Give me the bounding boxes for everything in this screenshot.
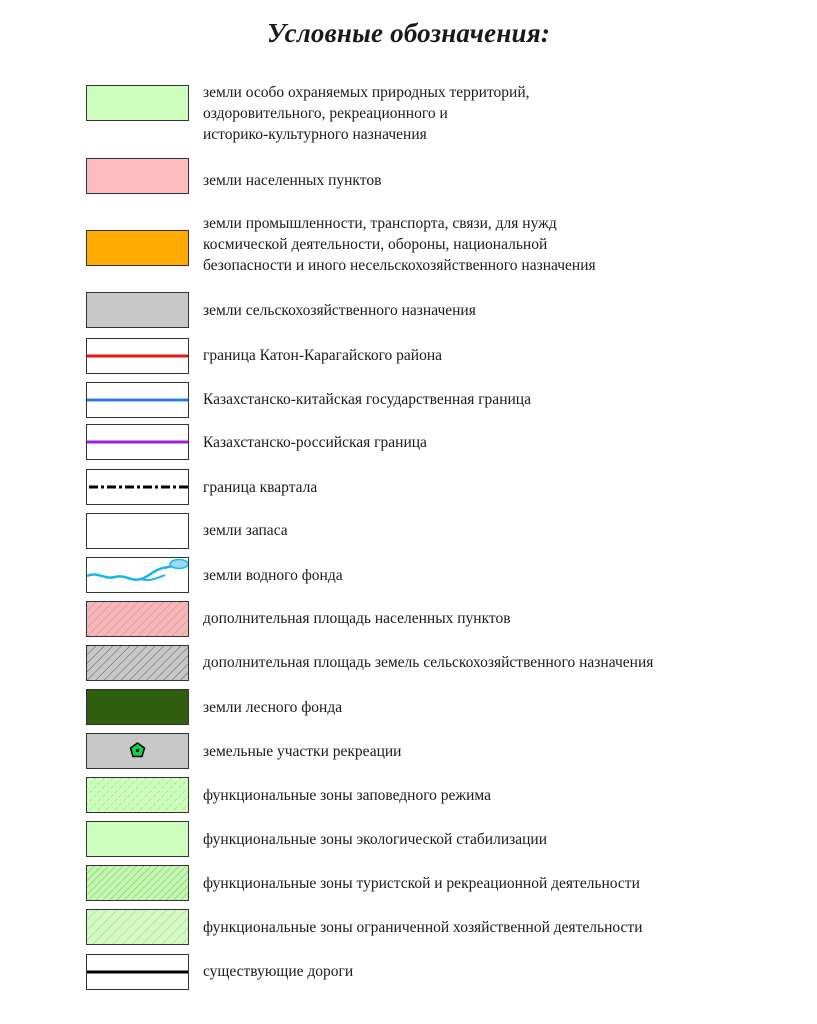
existing-roads-line-icon <box>86 954 189 990</box>
legend-item-label: Казахстанско-российская граница <box>203 434 427 451</box>
legend-item-label: существующие дороги <box>203 963 354 980</box>
legend-title: Условные обозначения: <box>266 18 551 48</box>
quarter-border-dashdot-icon <box>86 469 189 505</box>
label-line: земли промышленности, транспорта, связи, для нужд <box>203 215 557 232</box>
agricultural-swatch <box>86 292 189 328</box>
reserve-lands-swatch <box>86 513 189 549</box>
reserve-zone-hatched-swatch <box>86 777 189 813</box>
label-line: безопасности и иного несельскохозяйственного назначения <box>203 257 596 274</box>
label-line: оздоровительного, рекреационного и <box>203 105 448 122</box>
protected-areas-swatch <box>86 85 189 121</box>
legend-item-label: земли сельскохозяйственного назначения <box>203 302 476 319</box>
extra-agricultural-hatched-swatch <box>86 645 189 681</box>
legend-item-label: дополнительная площадь населенных пунктов <box>203 610 511 627</box>
label-line: космической деятельности, обороны, национальной <box>203 236 548 253</box>
legend-item-label: граница квартала <box>203 479 318 496</box>
settlements-swatch <box>86 158 189 194</box>
label-line: земли особо охраняемых природных территорий, <box>203 84 530 101</box>
legend-item-label: земли населенных пунктов <box>203 172 382 189</box>
russia-border-line-icon <box>86 424 189 460</box>
legend-item-label: земли запаса <box>203 522 288 539</box>
forest-fund-swatch <box>86 689 189 725</box>
limited-activity-zone-hatched-swatch <box>86 909 189 945</box>
industry-swatch <box>86 230 189 266</box>
tourism-zone-hatched-swatch <box>86 865 189 901</box>
legend-item-label: функциональные зоны ограниченной хозяйственной деятельности <box>203 919 643 936</box>
label-line: историко-культурного назначения <box>203 126 427 143</box>
legend-item-label: земельные участки рекреации <box>203 743 402 760</box>
legend-item-label: Казахстанско-китайская государственная граница <box>203 391 531 408</box>
legend-item-label: функциональные зоны заповедного режима <box>203 787 492 804</box>
legend-item-label: дополнительная площадь земель сельскохозяйственного назначения <box>203 654 654 671</box>
legend-item-label <box>203 213 803 276</box>
legend-item-label: земли водного фонда <box>203 567 343 584</box>
legend-item-label <box>203 82 803 145</box>
district-border-line-icon <box>86 338 189 374</box>
ecological-zone-swatch <box>86 821 189 857</box>
extra-settlement-hatched-swatch <box>86 601 189 637</box>
china-border-line-icon <box>86 382 189 418</box>
legend-item-label: земли лесного фонда <box>203 699 343 716</box>
legend-item-label: функциональные зоны экологической стабилизации <box>203 831 548 848</box>
legend-item-label: функциональные зоны туристской и рекреационной деятельности <box>203 875 640 892</box>
legend-item-label: граница Катон-Карагайского района <box>203 347 443 364</box>
water-fund-river-icon <box>86 557 189 593</box>
recreation-pentagon-icon <box>86 733 189 769</box>
